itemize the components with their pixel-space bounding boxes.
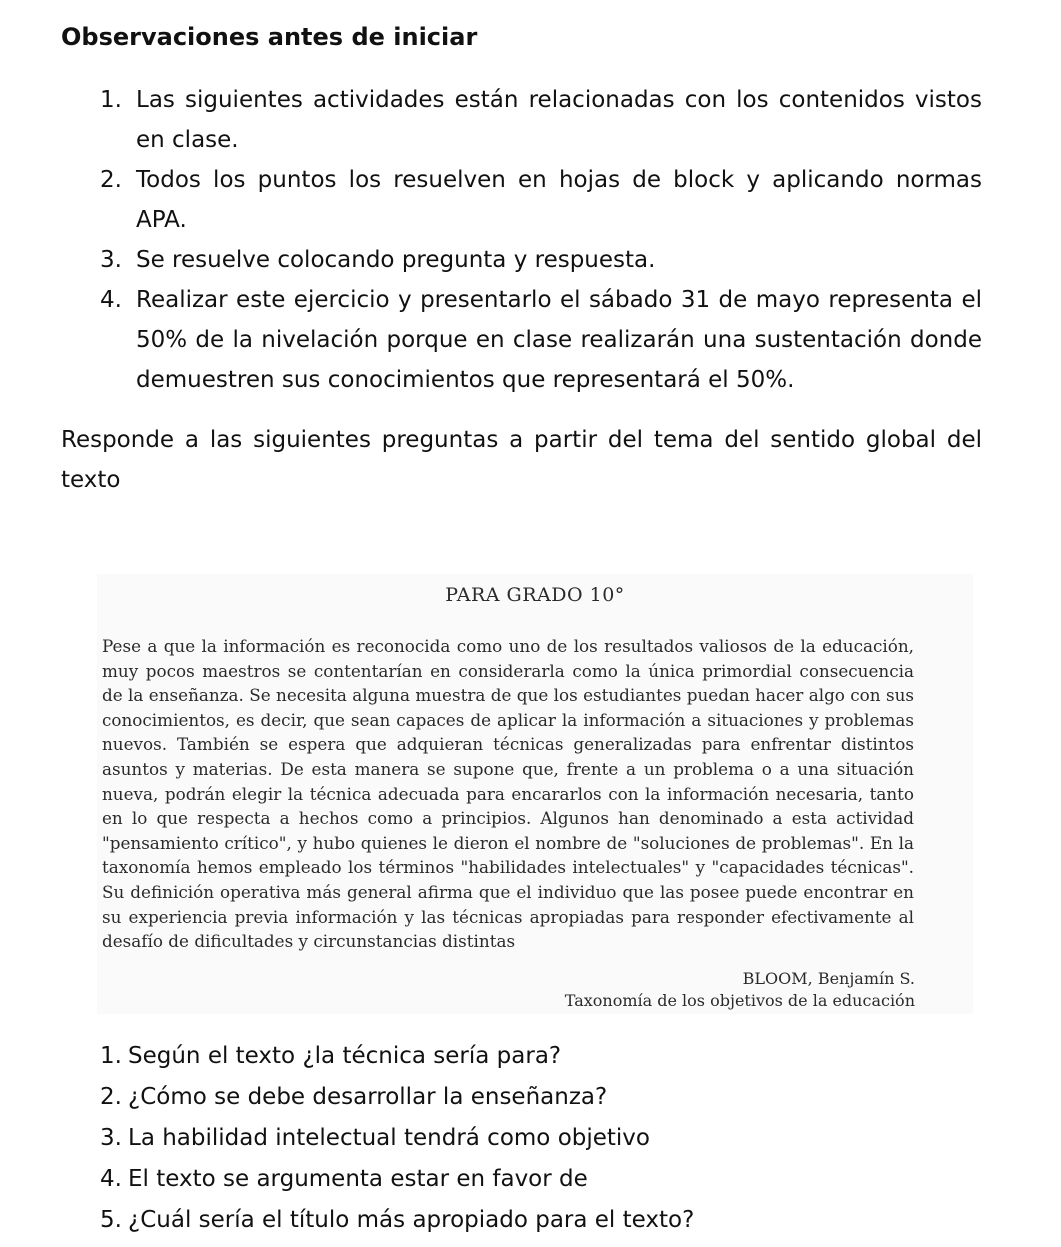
question-item — [100, 1200, 982, 1241]
passage-title: PARA GRADO 10° — [445, 584, 625, 606]
observations-list — [100, 80, 982, 400]
passage-source: Taxonomía de los objetivos de la educación — [564, 991, 915, 1010]
observation-text: Realizar este ejercicio y presentarlo el sábado 31 de mayo representa el 50% de la nivelación porque en clase realizarán una sustentación donde demuestren sus conocimientos que representará el 50%. — [136, 287, 982, 393]
question-text: ¿Cómo se debe desarrollar la enseñanza? — [128, 1084, 608, 1110]
question-item — [100, 1118, 982, 1159]
question-number: 4. — [100, 1166, 122, 1192]
observation-text: Todos los puntos los resuelven en hojas de block y aplicando normas APA. — [136, 167, 982, 233]
question-text: ¿Cuál sería el título más apropiado para el texto? — [128, 1207, 695, 1233]
passage-body: Pese a que la información es reconocida como uno de los resultados valiosos de la educación, muy pocos maestros se contentarían en considerarla como la única primordial consecuencia de la enseñanza. Se necesita alguna muestra de que los estudiantes puedan hacer algo con sus conocimientos, es decir, que sean capaces de aplicar la información a situaciones y problemas nuevos. También se espera que adquieran técnicas generalizadas para enfrentar distintos asuntos y materias. De esta manera se supone que, frente a un problema o a una situación nueva, podrán elegir la técnica adecuada para encararlos con la información necesaria, tanto en lo que respecta a hechos como a principios. Algunos han denominado a esta actividad "pensamiento crítico", y hubo quienes le dieron el nombre de "soluciones de problemas". En la taxonomía hemos empleado los términos "habilidades intelectuales" y "capacidades técnicas". Su definición operativa más general afirma que el individuo que las posee puede encontrar en su experiencia previa información y las técnicas apropiadas para responder efectivamente al desafío de dificultades y circunstancias distintas — [102, 636, 914, 952]
observation-number: 1. — [100, 87, 122, 113]
question-item — [100, 1077, 982, 1118]
question-text: La habilidad intelectual tendrá como objetivo — [128, 1125, 650, 1151]
question-item — [100, 1036, 982, 1077]
question-text: Según el texto ¿la técnica sería para? — [128, 1043, 562, 1069]
observation-item — [100, 240, 982, 280]
question-number: 2. — [100, 1084, 122, 1110]
observation-number: 2. — [100, 167, 122, 193]
question-item — [100, 1159, 982, 1200]
questions-list — [100, 1036, 982, 1241]
page-title: Observaciones antes de iniciar — [61, 23, 478, 51]
observation-text: Las siguientes actividades están relacionadas con los contenidos vistos en clase. — [136, 87, 982, 153]
observation-text: Se resuelve colocando pregunta y respuesta. — [136, 247, 656, 273]
question-text: El texto se argumenta estar en favor de — [128, 1166, 588, 1192]
reading-passage — [97, 574, 973, 1014]
question-number: 3. — [100, 1125, 122, 1151]
instruction-text: Responde a las siguientes preguntas a partir del tema del sentido global del texto — [61, 427, 982, 493]
passage-author: BLOOM, Benjamín S. — [742, 969, 915, 988]
observation-item — [100, 160, 982, 240]
observation-number: 3. — [100, 247, 122, 273]
observation-item — [100, 280, 982, 400]
question-number: 1. — [100, 1043, 122, 1069]
observation-number: 4. — [100, 287, 122, 313]
observation-item — [100, 80, 982, 160]
question-number: 5. — [100, 1207, 122, 1233]
